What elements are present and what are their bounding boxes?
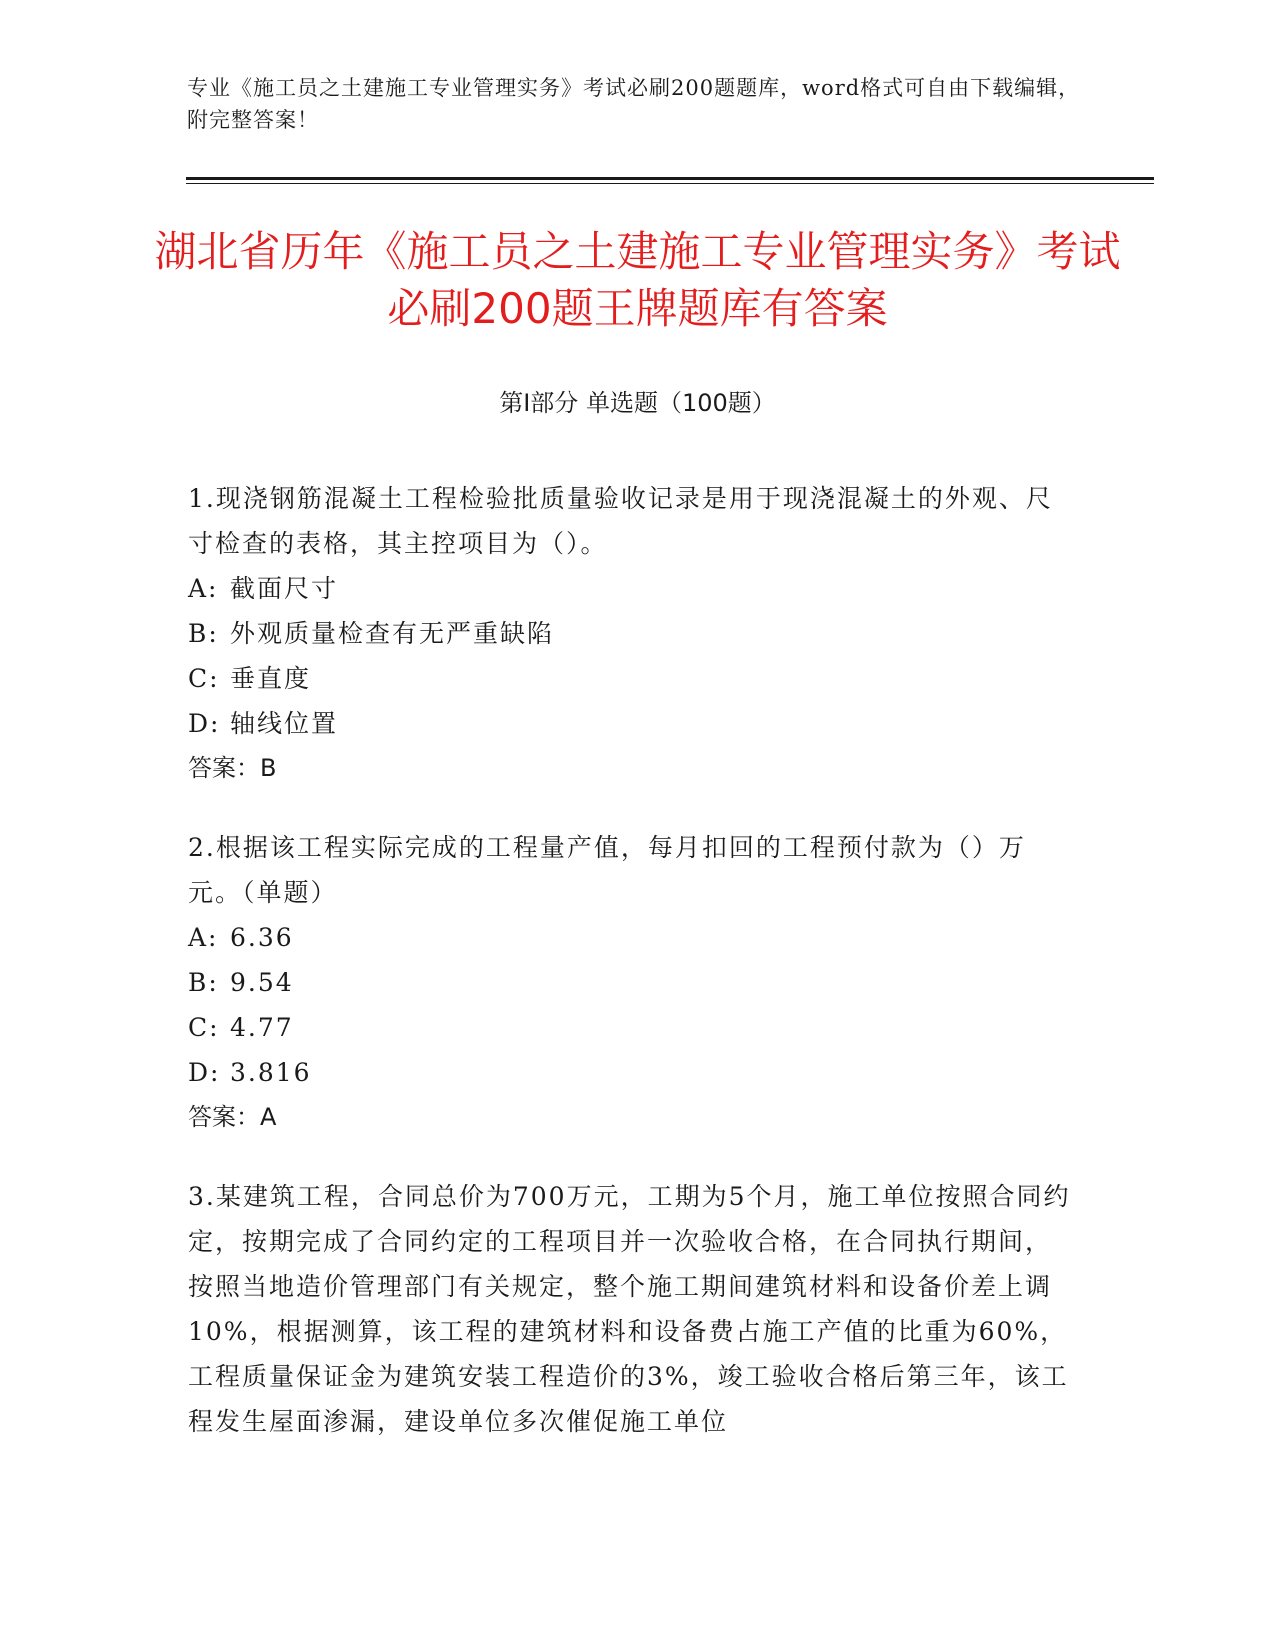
option-text: 9.54 <box>230 968 294 997</box>
question-2 <box>188 825 1078 1140</box>
option-text: 截面尺寸 <box>230 574 339 603</box>
answer-line: 答案：A <box>188 1103 277 1131</box>
option-a <box>188 566 1078 611</box>
option-text: 4.77 <box>230 1013 294 1042</box>
option-letter: D: <box>188 709 221 738</box>
question-text: 1.现浇钢筋混凝土工程检验批质量验收记录是用于现浇混凝土的外观、尺寸检查的表格，其主控项目为（）。 <box>188 484 1053 558</box>
header-divider-thin <box>186 183 1154 184</box>
header-divider-thick <box>186 177 1154 180</box>
option-letter: A: <box>188 923 219 952</box>
option-letter: B: <box>188 619 219 648</box>
answer-line: 答案：B <box>188 754 277 782</box>
option-text: 轴线位置 <box>230 709 339 738</box>
option-b <box>188 611 1078 656</box>
option-text: 垂直度 <box>230 664 312 693</box>
option-a <box>188 915 1078 960</box>
option-d <box>188 1050 1078 1095</box>
option-letter: B: <box>188 968 219 997</box>
option-letter: A: <box>188 574 219 603</box>
question-3 <box>188 1174 1078 1444</box>
option-letter: C: <box>188 664 220 693</box>
option-text: 6.36 <box>230 923 294 952</box>
question-list <box>188 476 1078 1478</box>
question-1 <box>188 476 1078 791</box>
option-letter: D: <box>188 1058 221 1087</box>
option-b <box>188 960 1078 1005</box>
document-title: 湖北省历年《施工员之土建施工专业管理实务》考试必刷200题王牌题库有答案 <box>154 227 1121 333</box>
header-note: 专业《施工员之土建施工专业管理实务》考试必刷200题题库，word格式可自由下载编辑，附完整答案！ <box>187 76 1081 132</box>
option-c <box>188 656 1078 701</box>
question-text: 2.根据该工程实际完成的工程量产值，每月扣回的工程预付款为（）万元。（单题） <box>188 833 1026 907</box>
option-text: 3.816 <box>230 1058 312 1087</box>
question-text: 3.某建筑工程，合同总价为700万元，工期为5个月，施工单位按照合同约定，按期完成了合同约定的工程项目并一次验收合格，在合同执行期间，按照当地造价管理部门有关规定，整个施工期间建筑材料和设备价差上调10%，根据测算，该工程的建筑材料和设备费占施工产值的比重为60%，工程质量保证金为建筑安装工程造价的3%，竣工验收合格后第三年，该工程发生屋面渗漏，建设单位多次催促施工单位 <box>188 1182 1071 1436</box>
option-text: 外观质量检查有无严重缺陷 <box>230 619 555 648</box>
option-c <box>188 1005 1078 1050</box>
section-heading: 第I部分 单选题（100题） <box>499 389 776 417</box>
option-d <box>188 701 1078 746</box>
option-letter: C: <box>188 1013 220 1042</box>
